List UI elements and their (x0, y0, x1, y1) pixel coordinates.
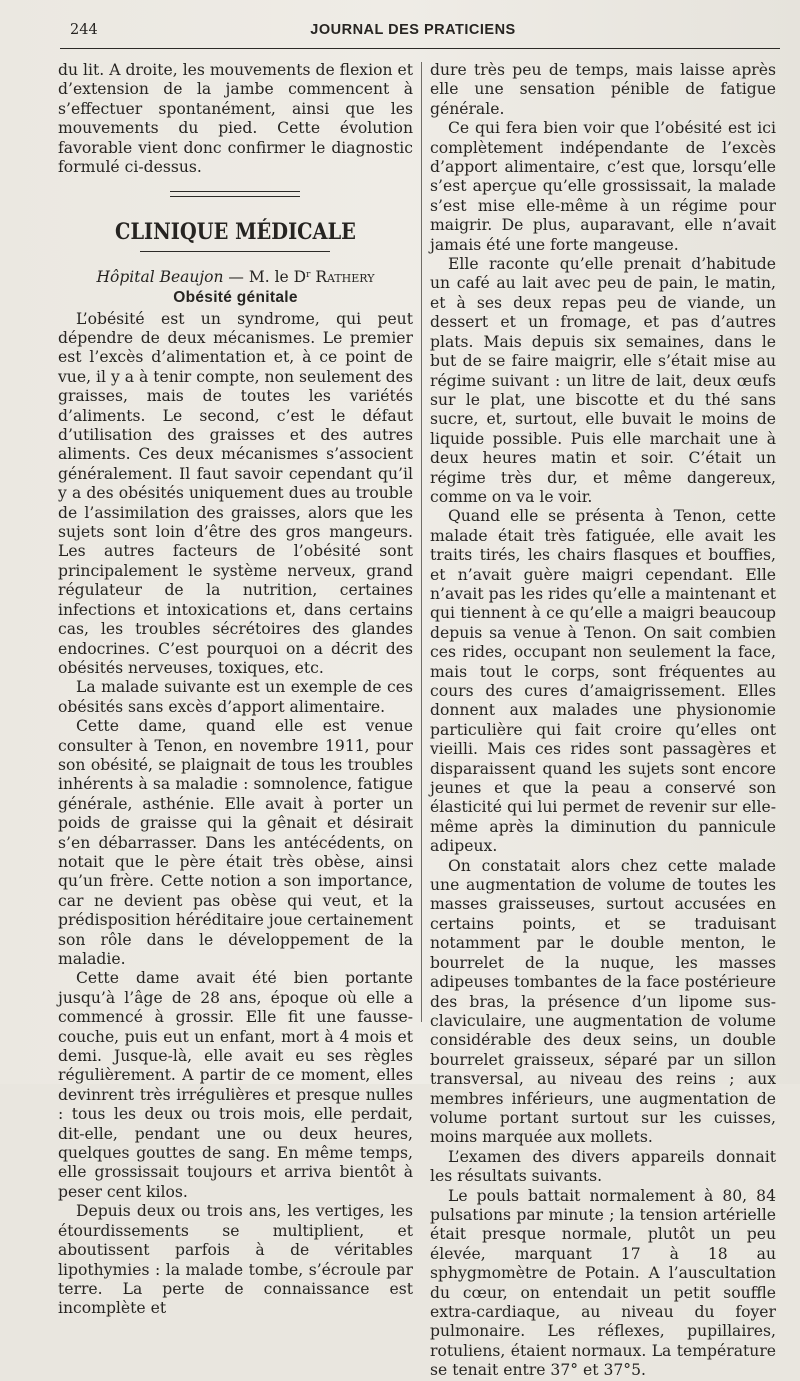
paragraph: Cette dame, quand elle est venue consulter à Tenon, en novembre 1911, pour son obésité, se plaignait de tous les troubles inhérents à sa maladie : somnolence, fatigue générale, asthénie. Elle avait à porter un poids de graisse qui la gênait et désirait s’en débarrasser. Dans les antécédents, on notait que le père était très obèse, ainsi qu’un frère. Cette notion a son importance, car ne devient pas obèse qui veut, et la prédisposition héréditaire joue certainement son rôle dans le développement de la maladie. (58, 717, 413, 968)
column-divider (421, 62, 422, 1022)
paragraph: L’obésité est un syndrome, qui peut dépendre de deux mécanismes. Le premier est l’excès d’alimentation et, à ce point de vue, il y a à tenir compte, non seulement des graisses, mais de toutes les variétés d’aliments. Le second, c’est le défaut d’utilisation des graisses et des autres aliments. Ces deux mécanismes s’associent généralement. Il faut savoir cependant qu’il y a des obésités uniquement dues au trouble de l’assimilation des graisses, alors que les sujets sont loin d’être des gros mangeurs. Les autres facteurs de l’obésité sont principalement le système nerveux, grand régulateur de la nutrition, certaines infections et intoxications et, dans certains cas, les troubles sécrétoires des glandes endocrines. C’est pourquoi on a décrit des obésités nerveuses, toxiques, etc. (58, 309, 413, 677)
section-separator (170, 191, 300, 197)
paragraph: Le pouls battait normalement à 80, 84 pulsations par minute ; la tension artérielle était presque normale, plutôt un peu élevée, marquant 17 à 18 au sphygmomètre de Potain. A l’auscultation du cœur, on entendait un petit souffle extra-cardiaque, au niveau du foyer pulmonaire. Les réflexes, pupillaires, rotuliens, étaient normaux. La température se tenait entre 37° et 37°5. (430, 1186, 776, 1380)
byline-author: Rathery (310, 268, 375, 287)
byline-hospital: Hôpital Beaujon (96, 268, 224, 287)
paragraph: Cette dame avait été bien portante jusqu’à l’âge de 28 ans, époque où elle a commencé à grossir. Elle fit une fausse-couche, puis eut un enfant, mort à 4 mois et demi. Jusque-là, elle avait eu ses règles régulièrement. A partir de ce moment, elles devinrent très irrégulières et presque nulles : tous les deux ou trois mois, elle perdait, dit-elle, pendant une ou deux heures, quelques gouttes de sang. En même temps, elle grossissait toujours et arriva bientôt à peser cent kilos. (58, 969, 413, 1201)
paragraph: Elle raconte qu’elle prenait d’habitude un café au lait avec peu de pain, le matin, et à ses deux repas peu de viande, un dessert et un fromage, et pas d’autres plats. Mais depuis six semaines, dans le but de se faire maigrir, elle s’était mise au régime suivant : un litre de lait, deux œufs sur le plat, une biscotte et du thé sans sucre, et, surtout, elle buvait le moins de liquide possible. Puis elle marchait une à deux heures matin et soir. C’était un régime très dur, et même dangereux, comme on va le voir. (430, 255, 776, 506)
left-column (58, 61, 413, 1319)
paragraph: On constatait alors chez cette malade une augmentation de volume de toutes les masses graisseuses, surtout accusées en certains points, et se traduisant notamment par le double menton, le bourrelet de la nuque, les masses adipeuses tombantes de la face postérieure des bras, la présence d’un lipome sus-claviculaire, une augmentation de volume considérable des deux seins, un double bourrelet graisseux, séparé par un sillon transversal, au niveau des reins ; aux membres inférieurs, une augmentation de volume portant surtout sur les cuisses, moins marquée aux mollets. (430, 856, 776, 1147)
byline-sup: r (306, 269, 311, 280)
header-rule (60, 48, 780, 49)
paragraph: dure très peu de temps, mais laisse après elle une sensation pénible de fatigue générale. (430, 61, 776, 118)
byline (58, 264, 413, 287)
page-number: 244 (70, 22, 98, 38)
article-subtitle: Obésité génitale (173, 288, 298, 306)
paragraph: du lit. A droite, les mouvements de flexion et d’extension de la jambe commencent à s’effectuer spontanément, ainsi que les mouvements du pied. Cette évolution favorable vient donc confirmer le diagnostic formulé ci-dessus. (58, 61, 413, 177)
journal-title: JOURNAL DES PRATICIENS (310, 22, 516, 38)
running-header (46, 22, 780, 44)
section-title: CLINIQUE MÉDICALE (115, 219, 356, 246)
right-column (430, 61, 776, 1381)
byline-dash: — M. le D (223, 268, 307, 287)
paragraph: La malade suivante est un exemple de ces obésités sans excès d’apport alimentaire. (58, 678, 413, 716)
paragraph: L’examen des divers appareils donnait les résultats suivants. (430, 1147, 776, 1186)
title-underline (140, 251, 330, 252)
paragraph: Depuis deux ou trois ans, les vertiges, les étourdissements se multiplient, et aboutissent parfois à de véritables lipothymies : la malade tombe, s’écroule par terre. La perte de connaissance est incomplète et (58, 1202, 413, 1318)
paragraph: Ce qui fera bien voir que l’obésité est ici complètement indépendante de l’excès d’apport alimentaire, c’est que, lorsqu’elle s’est aperçue qu’elle grossissait, la malade s’est mise elle-même à un régime pour maigrir. De plus, auparavant, elle n’avait jamais été une forte mangeuse. (430, 119, 776, 254)
paragraph: Quand elle se présenta à Tenon, cette malade était très fatiguée, elle avait les traits tirés, les chairs flasques et bouffies, et n’avait guère maigri cependant. Elle n’avait pas les rides qu’elle a maintenant et qui tiennent à ce qu’elle a maigri beaucoup depuis sa venue à Tenon. On sait combien ces rides, occupant non seulement la face, mais tout le corps, sont fréquentes au cours des cures d’amaigrissement. Elles donnent aux malades une physionomie particulière qui fait croire qu’elles ont vieilli. Mais ces rides sont passagères et disparaissent quand les sujets sont encore jeunes et que la peau a conservé son élasticité qui lui permet de revenir sur elle-même après la diminution du pannicule adipeux. (430, 507, 776, 856)
